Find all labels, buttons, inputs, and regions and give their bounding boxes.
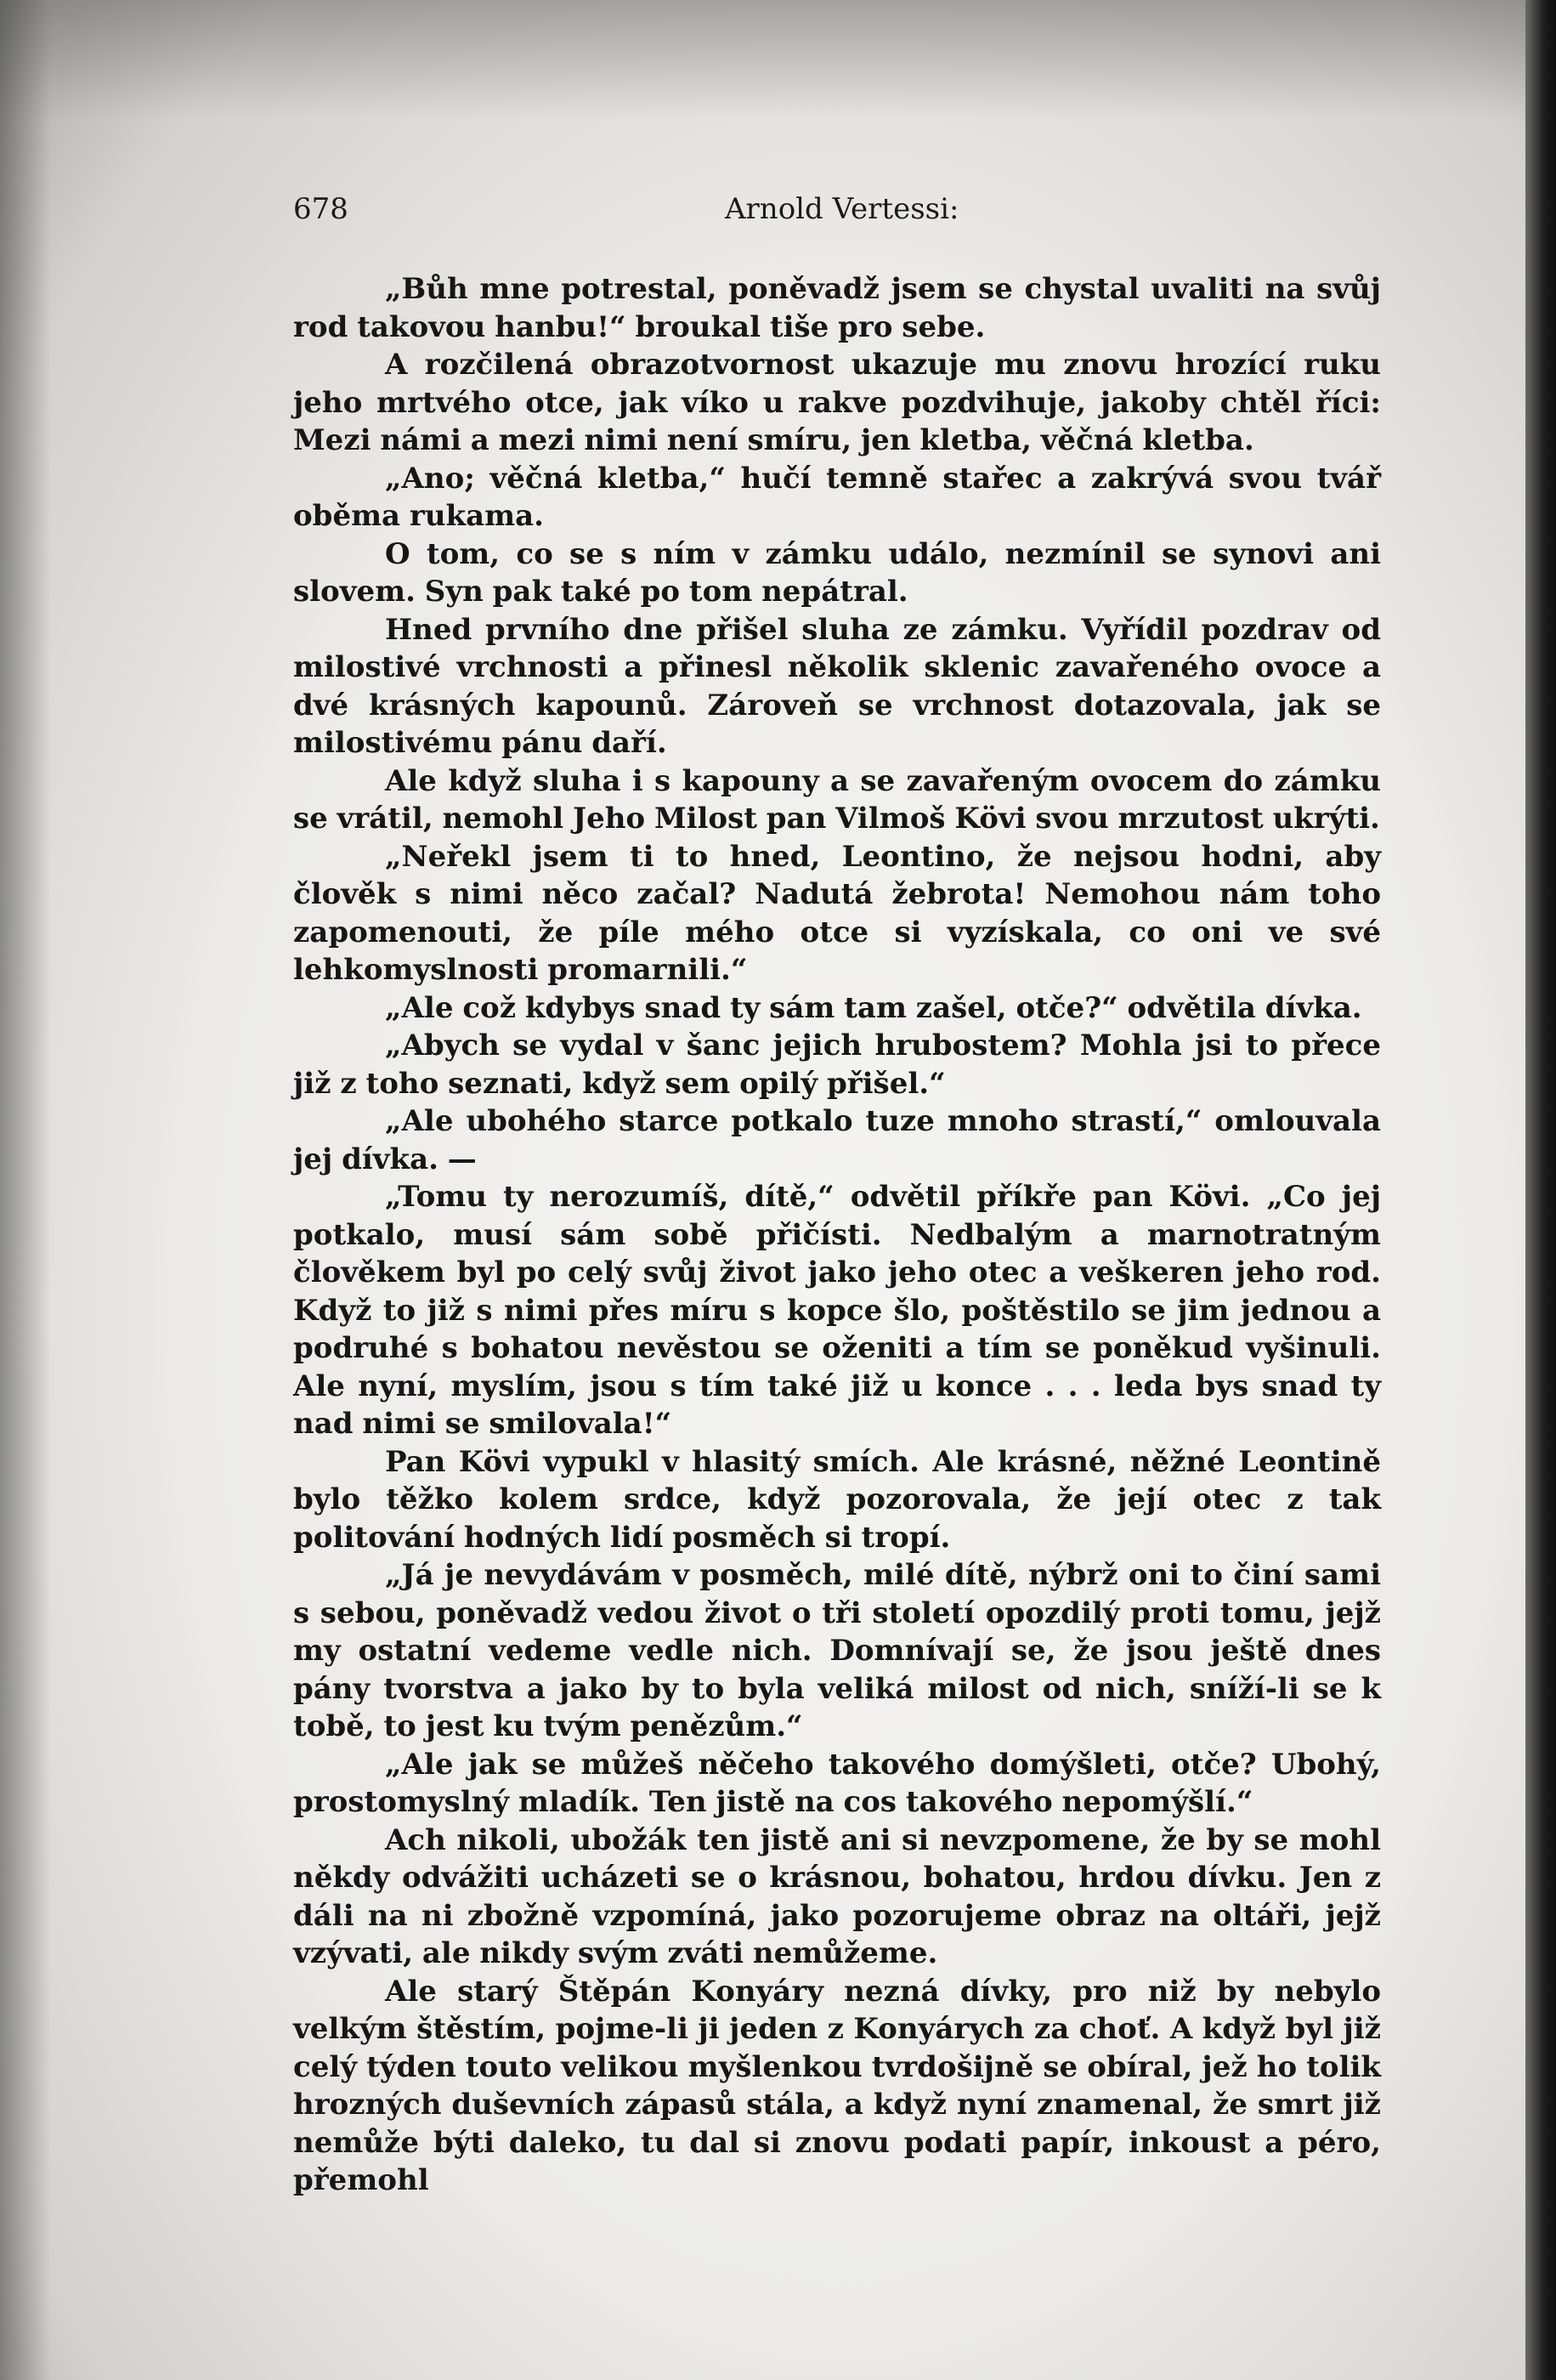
paragraph: Pan Kövi vypukl v hlasitý smích. Ale krásné, něžné Leontině bylo těžko kolem srdce, když pozorovala, že její otec z tak politování hodných lidí posměch si tropí. xyxy=(293,1444,1381,1555)
body-text xyxy=(293,270,1381,2200)
paragraph: „Neřekl jsem ti to hned, Leontino, že nejsou hodni, aby člověk s nimi něco začal? Nadutá žebrota! Nemohou nám toho zapomenouti, že píle mého otce si vyzískala, co oni ve své lehkomyslnosti promarnili.“ xyxy=(293,839,1381,987)
paragraph: O tom, co se s ním v zámku událo, nezmínil se synovi ani slovem. Syn pak také po tom nepátral. xyxy=(293,536,1381,609)
page-shadow-top xyxy=(0,0,1525,119)
page-shadow-left xyxy=(0,0,51,2380)
page-number: 678 xyxy=(293,192,348,226)
paragraph: „Ale jak se můžeš něčeho takového domýšleti, otče? Ubohý, prostomyslný mladík. Ten jistě na cos takového nepomýšlí.“ xyxy=(293,1747,1381,1819)
paragraph: Ale když sluha i s kapouny a se zavařeným ovocem do zámku se vrátil, nemohl Jeho Milost pan Vilmoš Kövi svou mrzutost ukrýti. xyxy=(293,763,1381,836)
page-header xyxy=(293,192,1381,236)
paragraph: Hned prvního dne přišel sluha ze zámku. Vyřídil pozdrav od milostivé vrchnosti a přinesl několik sklenic zavařeného ovoce a dvé krásných kapounů. Zároveň se vrchnost dotazovala, jak se milostivému pánu daří. xyxy=(293,612,1381,760)
paragraph: „Tomu ty nerozumíš, dítě,“ odvětil příkře pan Kövi. „Co jej potkalo, musí sám sobě přičísti. Nedbalým a marnotratným člověkem byl po celý svůj život jako jeho otec a veškeren jeho rod. Když to již s nimi přes míru s kopce šlo, poštěstilo se jim jednou a podruhé s bohatou nevěstou se oženiti a tím se poněkud vyšinuli. Ale nyní, myslím, jsou s tím také již u konce . . . leda bys snad ty nad nimi se smilovala!“ xyxy=(293,1180,1381,1441)
book-binding-edge xyxy=(1525,0,1556,2380)
paragraph: A rozčilená obrazotvornost ukazuje mu znovu hrozící ruku jeho mrtvého otce, jak víko u rakve pozdvihuje, jakoby chtěl říci: Mezi námi a mezi nimi není smíru, jen kletba, věčná kletba. xyxy=(293,348,1381,457)
paragraph: Ach nikoli, ubožák ten jistě ani si nevzpomene, že by se mohl někdy odvážiti ucházeti se o krásnou, bohatou, hrdou dívku. Jen z dáli na ni zbožně vzpomíná, jako pozorujeme obraz na oltáři, jejž vzývati, ale nikdy svým zváti nemůžeme. xyxy=(293,1822,1381,1970)
paragraph: „Ale což kdybys snad ty sám tam zašel, otče?“ odvětila dívka. xyxy=(385,990,1362,1025)
paragraph: „Bůh mne potrestal, poněvadž jsem se chystal uvaliti na svůj rod takovou hanbu!“ broukal tiše pro sebe. xyxy=(293,272,1381,344)
running-head: Arnold Vertessi: xyxy=(725,192,959,226)
paragraph: „Ano; věčná kletba,“ hučí temně stařec a zakrývá svou tvář oběma rukama. xyxy=(293,461,1381,533)
paragraph: „Ale ubohého starce potkalo tuze mnoho strastí,“ omlouvala jej dívka. — xyxy=(293,1104,1381,1176)
paragraph: „Já je nevydávám v posměch, milé dítě, nýbrž oni to činí sami s sebou, poněvadž vedou život o tři století opozdilý proti tomu, jejž my ostatní vedeme vedle nich. Domnívají se, že jsou ještě dnes pány tvorstva a jako by to byla veliká milost od nich, sníží-li se k tobě, to jest ku tvým penězům.“ xyxy=(293,1558,1381,1743)
paragraph: Ale starý Štěpán Konyáry nezná dívky, pro niž by nebylo velkým štěstím, pojme-li ji jeden z Konyárych za choť. A když byl již celý týden touto velikou myšlenkou tvrdošijně se obíral, jež ho tolik hrozných duševních zápasů stála, a když nyní znamenal, že smrt již nemůže býti daleko, tu dal si znovu podati papír, inkoust a péro, přemohl xyxy=(293,1974,1381,2197)
paragraph: „Abych se vydal v šanc jejich hrubostem? Mohla jsi to přece již z toho seznati, když sem opilý přišel.“ xyxy=(293,1028,1381,1101)
